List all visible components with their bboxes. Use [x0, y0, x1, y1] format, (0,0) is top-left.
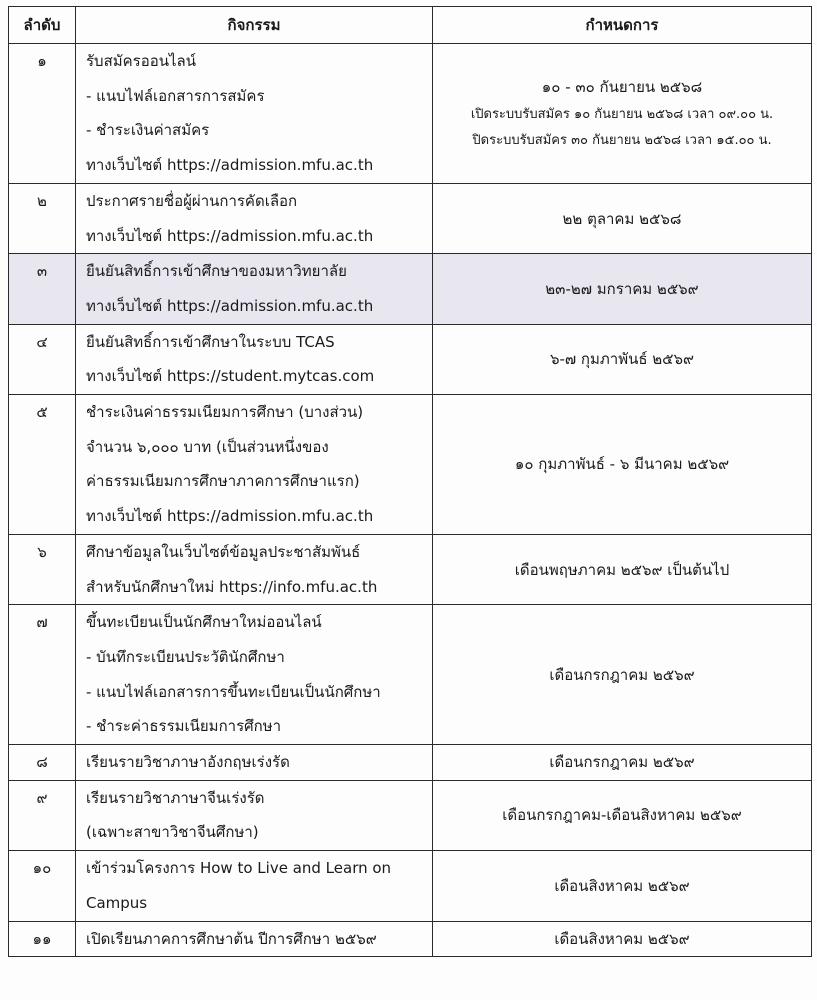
table-body [9, 44, 812, 957]
schedule-cell [433, 745, 812, 781]
schedule-cell [433, 605, 812, 745]
table-row [9, 534, 812, 604]
schedule-date: เดือนสิงหาคม ๒๕๖๙ [554, 876, 690, 895]
row-number: ๒ [9, 183, 76, 253]
activity-line: ยืนยันสิทธิ์การเข้าศึกษาในระบบ TCAS [86, 332, 335, 351]
activity-cell [76, 534, 433, 604]
schedule-cell [433, 324, 812, 394]
schedule-cell [433, 851, 812, 921]
activity-line: ทางเว็บไซต์ https://admission.mfu.ac.th [86, 156, 374, 175]
activity-line: ชำระเงินค่าธรรมเนียมการศึกษา (บางส่วน) [86, 403, 364, 422]
table-row [9, 605, 812, 745]
schedule-note: เปิดระบบรับสมัคร ๑๐ กันยายน ๒๕๖๘ เวลา ๐๙.๐๐ น. [470, 107, 774, 123]
activity-line: - บันทึกระเบียนประวัตินักศึกษา [86, 647, 285, 666]
schedule-cell [433, 780, 812, 850]
row-number: ๓ [9, 254, 76, 324]
activity-cell [76, 851, 433, 921]
schedule-cell [433, 395, 812, 535]
schedule-date: เดือนกรกฎาคม-เดือนสิงหาคม ๒๕๖๙ [502, 806, 742, 825]
row-number: ๖ [9, 534, 76, 604]
activity-line: จำนวน ๖,๐๐๐ บาท (เป็นส่วนหนึ่งของ [86, 437, 329, 456]
activity-line: เรียนรายวิชาภาษาจีนเร่งรัด [86, 788, 265, 807]
activity-line: ยืนยันสิทธิ์การเข้าศึกษาของมหาวิทยาลัย [86, 262, 347, 281]
schedule-cell [433, 44, 812, 184]
activity-cell [76, 921, 433, 957]
row-number: ๑ [9, 44, 76, 184]
table-row [9, 183, 812, 253]
activity-line: ทางเว็บไซต์ https://admission.mfu.ac.th [86, 296, 374, 315]
schedule-date: ๑๐ - ๓๐ กันยายน ๒๕๖๘ [541, 78, 703, 97]
schedule-date: เดือนกรกฎาคม ๒๕๖๙ [549, 665, 695, 684]
activity-cell [76, 745, 433, 781]
row-number: ๑๑ [9, 921, 76, 957]
header-activity: กิจกรรม [76, 7, 433, 44]
activity-line: - แนบไฟล์เอกสารการขึ้นทะเบียนเป็นนักศึกษา [86, 682, 381, 701]
table-row [9, 780, 812, 850]
table-row [9, 745, 812, 781]
schedule-date: ๒๓-๒๗ มกราคม ๒๕๖๙ [545, 279, 699, 298]
activity-line: - ชำระเงินค่าสมัคร [86, 121, 210, 140]
schedule-cell [433, 254, 812, 324]
header-schedule: กำหนดการ [433, 7, 812, 44]
table-row [9, 395, 812, 535]
activity-line: - ชำระค่าธรรมเนียมการศึกษา [86, 717, 282, 736]
schedule-cell [433, 534, 812, 604]
schedule-date: เดือนพฤษภาคม ๒๕๖๙ เป็นต้นไป [514, 560, 730, 579]
header-order: ลำดับ [9, 7, 76, 44]
schedule-date: ๒๒ ตุลาคม ๒๕๖๘ [562, 209, 682, 228]
activity-line: รับสมัครออนไลน์ [86, 52, 196, 70]
schedule-table [8, 6, 812, 957]
activity-line: ทางเว็บไซต์ https://admission.mfu.ac.th [86, 226, 374, 245]
activity-cell [76, 324, 433, 394]
table-row [9, 254, 812, 324]
activity-line: ประกาศรายชื่อผู้ผ่านการคัดเลือก [86, 191, 298, 210]
activity-cell [76, 780, 433, 850]
activity-line: - แนบไฟล์เอกสารการสมัคร [86, 86, 265, 105]
activity-line: ขึ้นทะเบียนเป็นนักศึกษาใหม่ออนไลน์ [86, 613, 322, 632]
table-row [9, 851, 812, 921]
schedule-date: ๑๐ กุมภาพันธ์ - ๖ มีนาคม ๒๕๖๙ [514, 455, 730, 474]
activity-line: ค่าธรรมเนียมการศึกษาภาคการศึกษาแรก) [86, 472, 360, 491]
activity-line: ทางเว็บไซต์ https://admission.mfu.ac.th [86, 507, 374, 526]
table-header-row [9, 7, 812, 44]
activity-cell [76, 44, 433, 184]
schedule-cell [433, 921, 812, 957]
activity-cell [76, 395, 433, 535]
activity-line: เข้าร่วมโครงการ How to Live and Learn on [86, 859, 392, 878]
schedule-date: เดือนกรกฎาคม ๒๕๖๙ [549, 753, 695, 772]
row-number: ๗ [9, 605, 76, 745]
row-number: ๘ [9, 745, 76, 781]
schedule-date: เดือนสิงหาคม ๒๕๖๙ [554, 929, 690, 948]
row-number: ๙ [9, 780, 76, 850]
row-number: ๑๐ [9, 851, 76, 921]
schedule-cell [433, 183, 812, 253]
activity-line: Campus [86, 893, 148, 912]
table-row [9, 324, 812, 394]
schedule-date: ๖-๗ กุมภาพันธ์ ๒๕๖๙ [549, 350, 695, 369]
activity-line: (เฉพาะสาขาวิชาจีนศึกษา) [86, 823, 259, 842]
activity-line: ทางเว็บไซต์ https://student.mytcas.com [86, 367, 375, 386]
activity-line: ศึกษาข้อมูลในเว็บไซต์ข้อมูลประชาสัมพันธ์ [86, 542, 361, 561]
row-number: ๕ [9, 395, 76, 535]
activity-cell [76, 605, 433, 745]
activity-line: เรียนรายวิชาภาษาอังกฤษเร่งรัด [86, 753, 290, 772]
activity-line: เปิดเรียนภาคการศึกษาต้น ปีการศึกษา ๒๕๖๙ [86, 929, 377, 948]
activity-cell [76, 254, 433, 324]
row-number: ๔ [9, 324, 76, 394]
schedule-note: ปิดระบบรับสมัคร ๓๐ กันยายน ๒๕๖๘ เวลา ๑๕.๐๐ น. [472, 133, 772, 149]
table-row [9, 921, 812, 957]
table-row [9, 44, 812, 184]
activity-line: สำหรับนักศึกษาใหม่ https://info.mfu.ac.th [86, 577, 378, 596]
activity-cell [76, 183, 433, 253]
